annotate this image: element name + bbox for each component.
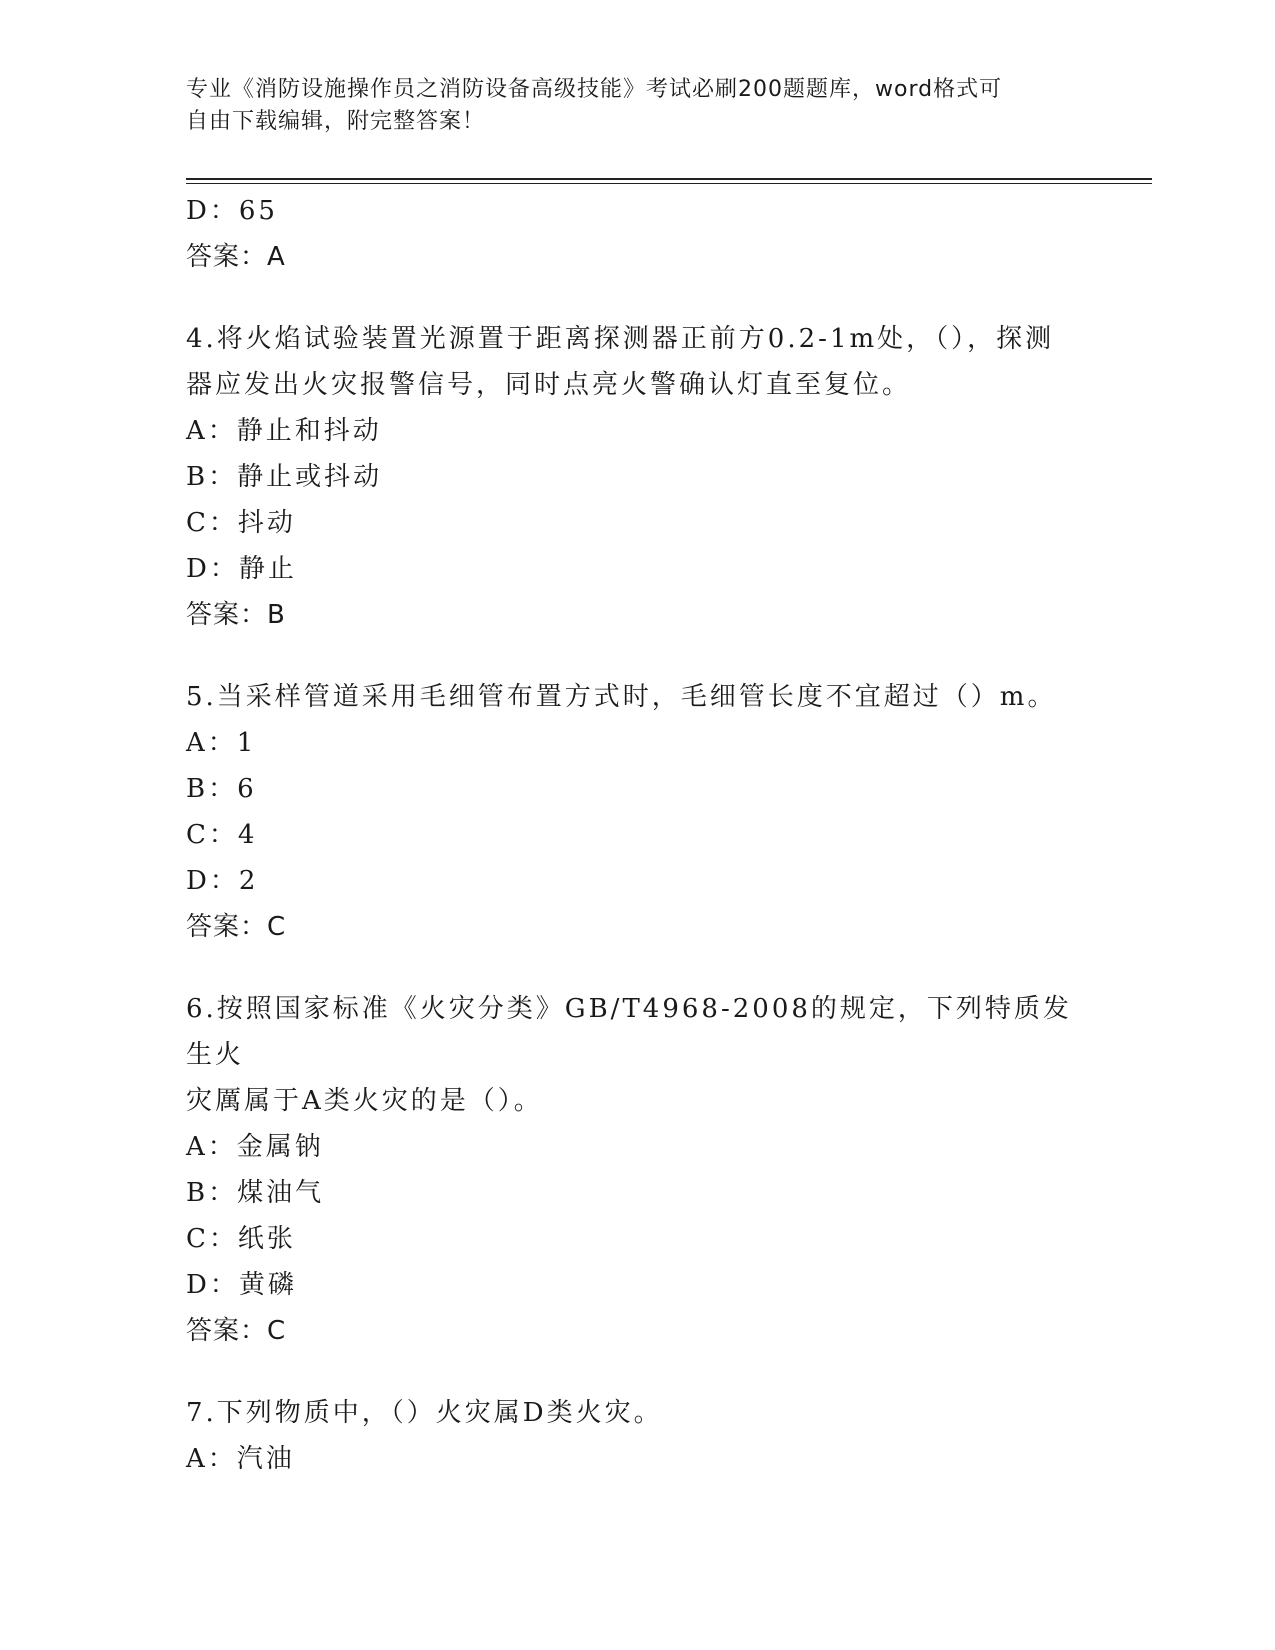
- option-b: B：静止或抖动: [186, 462, 383, 492]
- question-stem: [186, 674, 1086, 720]
- option-a: A：金属钠: [186, 1132, 324, 1162]
- option-d: D：65: [186, 196, 278, 226]
- stem-line: 器应发出火灾报警信号，同时点亮火警确认灯直至复位。: [186, 370, 912, 400]
- answer: 答案：B: [186, 600, 286, 630]
- question-3-tail: [186, 188, 1086, 280]
- option-a: A：1: [186, 728, 257, 758]
- header-line-1: 专业《消防设施操作员之消防设备高级技能》考试必刷200题题库，word格式可: [186, 77, 1003, 102]
- stem-line: 灾厲属于A类火灾的是（）。: [186, 1086, 543, 1116]
- option-d: D：静止: [186, 554, 297, 584]
- option-a: A：静止和抖动: [186, 416, 382, 446]
- answer: 答案：C: [186, 912, 287, 942]
- option-a: A：汽油: [186, 1444, 295, 1474]
- option-b: B：煤油气: [186, 1178, 325, 1208]
- question-stem: [186, 1390, 1086, 1436]
- header-divider: [186, 178, 1152, 180]
- stem-line: 4.将火焰试验装置光源置于距离探测器正前方0.2-1m处，（），探测: [186, 324, 1055, 354]
- document-header: [186, 74, 1086, 138]
- question-5: [186, 674, 1086, 950]
- stem-line: 5.当采样管道采用毛细管布置方式时，毛细管长度不宜超过（）m。: [186, 682, 1057, 712]
- question-stem: [186, 986, 1086, 1124]
- answer: 答案：C: [186, 1316, 287, 1346]
- question-6: [186, 986, 1086, 1354]
- question-stem: [186, 316, 1086, 408]
- option-c: C：纸张: [186, 1224, 296, 1254]
- option-b: B：6: [186, 774, 257, 804]
- option-c: C：4: [186, 820, 258, 850]
- option-c: C：抖动: [186, 508, 296, 538]
- option-d: D：2: [186, 866, 259, 896]
- option-d: D：黄磷: [186, 1270, 297, 1300]
- question-list: [186, 188, 1086, 1482]
- stem-line: 6.按照国家标准《火灾分类》GB/T4968-2008的规定，下列特质发生火: [186, 994, 1072, 1070]
- stem-line: 7.下列物质中，（）火灾属D类火灾。: [186, 1398, 663, 1428]
- question-4: [186, 316, 1086, 638]
- header-divider-thin: [186, 183, 1152, 184]
- question-7: [186, 1390, 1086, 1482]
- header-line-2: 自由下载编辑，附完整答案！: [186, 109, 486, 134]
- answer: 答案：A: [186, 242, 286, 272]
